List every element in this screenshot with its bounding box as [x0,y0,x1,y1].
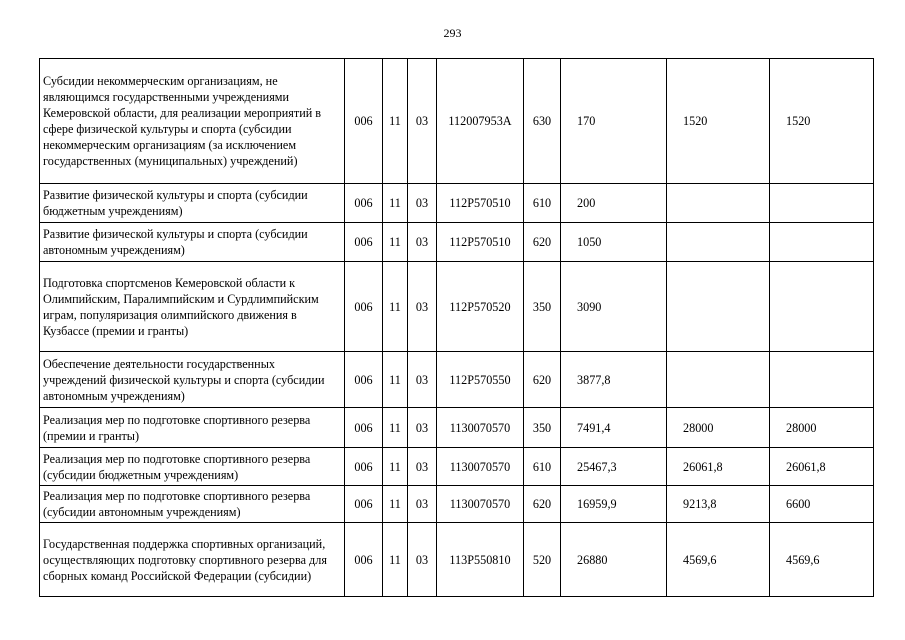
target-article-code: 1130070570 [437,408,524,448]
table-row [40,448,874,486]
target-article-code: 112P570550 [437,352,524,408]
amount-year-3 [770,223,874,262]
section-code: 11 [383,262,408,352]
subsection-code: 03 [408,408,437,448]
ministry-code: 006 [345,486,383,523]
amount-year-1: 1050 [561,223,667,262]
row-name: Государственная поддержка спортивных организаций, осуществляющих подготовку спортивного резерва для сборных команд Российской Федерации (субсидии) [40,523,345,597]
expense-type-code: 610 [524,184,561,223]
amount-year-2: 1520 [667,59,770,184]
ministry-code: 006 [345,223,383,262]
amount-year-3 [770,352,874,408]
amount-year-3 [770,184,874,223]
table-row [40,486,874,523]
amount-year-1: 3090 [561,262,667,352]
amount-year-3: 4569,6 [770,523,874,597]
ministry-code: 006 [345,262,383,352]
expense-type-code: 630 [524,59,561,184]
subsection-code: 03 [408,262,437,352]
amount-year-3: 1520 [770,59,874,184]
amount-year-1: 3877,8 [561,352,667,408]
amount-year-1: 200 [561,184,667,223]
subsection-code: 03 [408,486,437,523]
amount-year-2 [667,352,770,408]
amount-year-2 [667,184,770,223]
row-name: Обеспечение деятельности государственных учреждений физической культуры и спорта (субсидии автономным учреждениям) [40,352,345,408]
amount-year-2: 28000 [667,408,770,448]
section-code: 11 [383,59,408,184]
expense-type-code: 620 [524,486,561,523]
target-article-code: 112P570520 [437,262,524,352]
row-name: Реализация мер по подготовке спортивного резерва (премии и гранты) [40,408,345,448]
table-row [40,408,874,448]
amount-year-3: 6600 [770,486,874,523]
target-article-code: 113P550810 [437,523,524,597]
amount-year-1: 7491,4 [561,408,667,448]
amount-year-2: 26061,8 [667,448,770,486]
ministry-code: 006 [345,352,383,408]
table-row [40,262,874,352]
amount-year-3: 26061,8 [770,448,874,486]
table-row [40,352,874,408]
table-row [40,223,874,262]
row-name: Развитие физической культуры и спорта (субсидии бюджетным учреждениям) [40,184,345,223]
ministry-code: 006 [345,408,383,448]
row-name: Реализация мер по подготовке спортивного резерва (субсидии автономным учреждениям) [40,486,345,523]
table-row [40,184,874,223]
subsection-code: 03 [408,352,437,408]
amount-year-3 [770,262,874,352]
budget-table [39,58,874,597]
target-article-code: 1130070570 [437,486,524,523]
amount-year-2: 4569,6 [667,523,770,597]
amount-year-1: 16959,9 [561,486,667,523]
page-number: 293 [443,26,462,40]
row-name: Субсидии некоммерческим организациям, не являющимся государственными учреждениями Кемеровской области, для реализации мероприятий в сфере физической культуры и спорта (субсидии некоммерческим организациям (за исключением государственных (муниципальных) учреждений) [40,59,345,184]
section-code: 11 [383,448,408,486]
amount-year-2: 9213,8 [667,486,770,523]
section-code: 11 [383,184,408,223]
subsection-code: 03 [408,523,437,597]
amount-year-2 [667,262,770,352]
expense-type-code: 610 [524,448,561,486]
expense-type-code: 350 [524,262,561,352]
expense-type-code: 620 [524,223,561,262]
subsection-code: 03 [408,223,437,262]
subsection-code: 03 [408,184,437,223]
amount-year-1: 170 [561,59,667,184]
subsection-code: 03 [408,59,437,184]
table-row [40,59,874,184]
target-article-code: 112P570510 [437,184,524,223]
row-name: Подготовка спортсменов Кемеровской области к Олимпийским, Паралимпийским и Сурдлимпийским играм, популяризация олимпийского движения в Кузбассе (премии и гранты) [40,262,345,352]
table-body [40,59,874,597]
section-code: 11 [383,352,408,408]
row-name: Развитие физической культуры и спорта (субсидии автономным учреждениям) [40,223,345,262]
amount-year-2 [667,223,770,262]
expense-type-code: 350 [524,408,561,448]
ministry-code: 006 [345,184,383,223]
ministry-code: 006 [345,59,383,184]
row-name: Реализация мер по подготовке спортивного резерва (субсидии бюджетным учреждениям) [40,448,345,486]
amount-year-1: 26880 [561,523,667,597]
expense-type-code: 620 [524,352,561,408]
expense-type-code: 520 [524,523,561,597]
target-article-code: 1130070570 [437,448,524,486]
section-code: 11 [383,408,408,448]
table-row [40,523,874,597]
ministry-code: 006 [345,448,383,486]
ministry-code: 006 [345,523,383,597]
section-code: 11 [383,223,408,262]
target-article-code: 112007953А [437,59,524,184]
section-code: 11 [383,486,408,523]
target-article-code: 112P570510 [437,223,524,262]
amount-year-3: 28000 [770,408,874,448]
section-code: 11 [383,523,408,597]
subsection-code: 03 [408,448,437,486]
amount-year-1: 25467,3 [561,448,667,486]
